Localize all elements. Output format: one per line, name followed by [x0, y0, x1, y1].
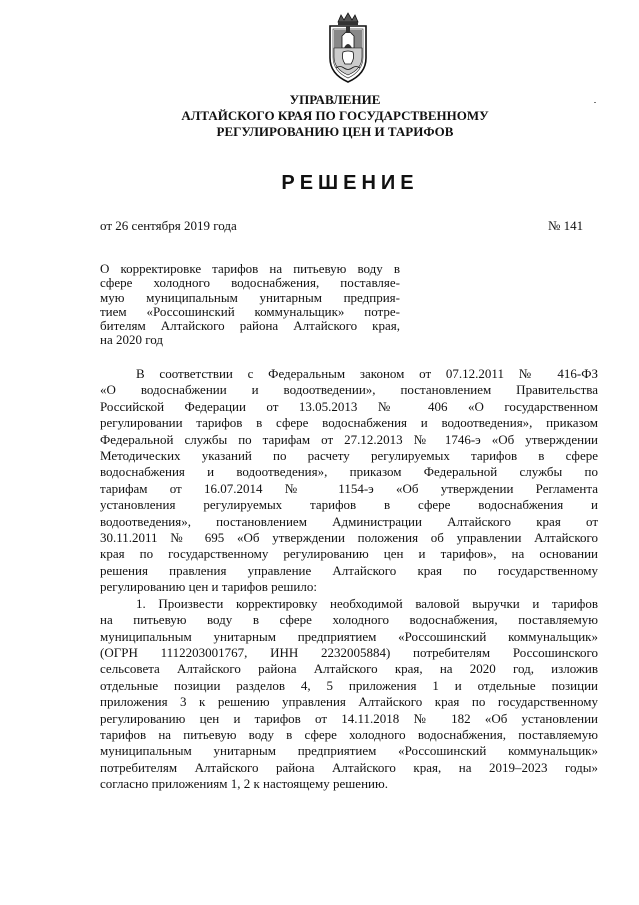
body-line: приложения 3 к решению управления Алтайского края по государственному	[100, 694, 598, 710]
scan-speck	[594, 102, 596, 103]
body-line: согласно приложениям 1, 2 к настоящему решению.	[100, 776, 388, 792]
subject-line: тием «Россошинский коммунальщик» потре-	[100, 303, 400, 319]
body-line: 30.11.2011 № 695 «Об утверждении положения об управлении Алтайского	[100, 530, 598, 546]
authority-line: УПРАВЛЕНИЕ	[289, 92, 381, 107]
authority-line: АЛТАЙСКОГО КРАЯ ПО ГОСУДАРСТВЕННОМУ	[181, 108, 489, 123]
issuing-authority	[150, 92, 520, 140]
body-line: на питьевую воду в сфере холодного водоснабжения, поставляемую	[100, 612, 598, 628]
body-line: регулированию цен и тарифов от 14.11.2018 № 182 «Об установлении	[100, 710, 598, 726]
body-line: Российской Федерации от 13.05.2013 № 406 «О государственном	[100, 398, 598, 414]
body-line: водоотведения», постановлением Администрации Алтайского края от	[100, 513, 598, 529]
body-line: муниципальным унитарным предприятием «Россошинский коммунальщик»	[100, 628, 598, 644]
body-line: отдельные позиции разделов 4, 5 приложения 1 и отдельные позиции	[100, 677, 598, 693]
subject-line: мую муниципальным унитарным предприя-	[100, 289, 400, 305]
body-line: муниципальным унитарным предприятием «Россошинский коммунальщик»	[100, 743, 598, 759]
body-line: водоснабжения и водоотведения», приказом Федеральной службы по	[100, 464, 598, 480]
decision-body	[100, 366, 598, 793]
subject-line: сфере холодного водоснабжения, поставляе-	[100, 275, 400, 291]
body-line: края по государственному регулированию цен и тарифов», на основании	[100, 546, 598, 562]
body-line: Методических указаний по расчету регулируемых тарифов в сфере	[100, 448, 598, 464]
body-line: 1. Произвести корректировку необходимой валовой выручки и тарифов	[136, 595, 598, 611]
body-line: тарифов на питьевую воду в сфере холодного водоснабжения, поставляемую	[100, 726, 598, 742]
body-line: «О водоснабжении и водоотведении», постановлением Правительства	[100, 382, 598, 398]
document-date: от 26 сентября 2019 года	[100, 218, 237, 233]
document-type-title: РЕШЕНИЕ	[281, 172, 419, 194]
body-line: потребителям Алтайского района Алтайского края, на 2019–2023 годы»	[100, 759, 598, 775]
body-line: регулировании тарифов в сфере водоснабжения и водоотведения», приказом	[100, 415, 598, 431]
body-line: (ОГРН 1112203001767, ИНН 2232005884) потребителям Россошинского	[100, 644, 598, 660]
subject-line: О корректировке тарифов на питьевую воду в	[100, 261, 400, 276]
body-line: Федеральной службы по тарифам от 27.12.2013 № 1746-э «Об утверждении	[100, 431, 598, 447]
document-subject	[100, 262, 400, 348]
subject-line: на 2020 год	[100, 332, 163, 348]
body-line: решения правления управление Алтайского края по государственному	[100, 562, 598, 578]
body-line: В соответствии с Федеральным законом от 07.12.2011 № 416-ФЗ	[136, 366, 598, 381]
subject-line: бителям Алтайского района Алтайского края,	[100, 318, 400, 334]
document-number: № 141	[548, 218, 584, 233]
body-line: тарифам от 16.07.2014 № 1154-э «Об утверждении Регламента	[100, 480, 598, 496]
body-line: регулированию цен и тарифов решило:	[100, 579, 317, 595]
body-line: сельсовета Алтайского района Алтайского края, на 2020 год, изложив	[100, 661, 598, 677]
authority-line: РЕГУЛИРОВАНИЮ ЦЕН И ТАРИФОВ	[216, 124, 454, 139]
coat-of-arms-emblem	[324, 12, 372, 88]
body-line: установления регулируемых тарифов в сфере водоснабжения и	[100, 497, 598, 513]
